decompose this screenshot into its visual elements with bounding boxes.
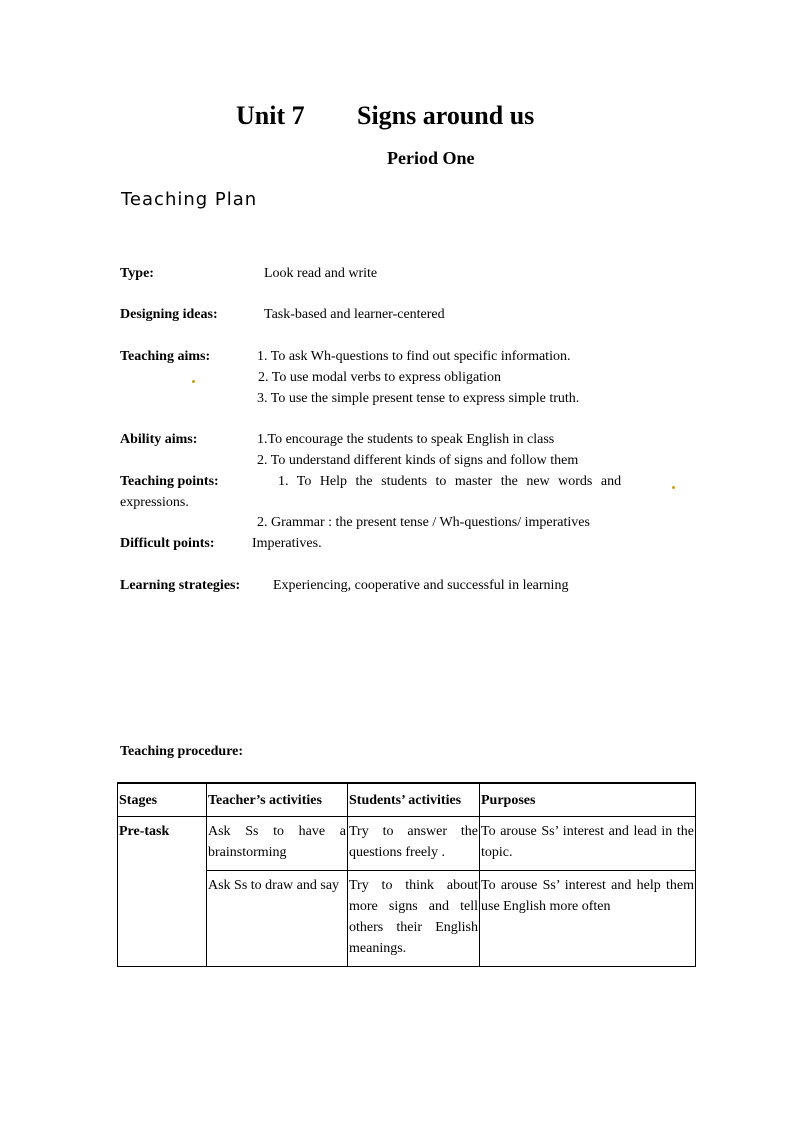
table-header-row xyxy=(118,783,696,817)
stage-cell: Pre-task xyxy=(118,817,207,967)
teaching-procedure-heading: Teaching procedure: xyxy=(120,744,244,759)
teacher-activity-cell: Ask Ss to have a brainstorming xyxy=(207,817,348,871)
student-activity-cell: Try to answer the questions freely . xyxy=(348,817,480,871)
column-header-stages: Stages xyxy=(118,783,207,817)
column-header-teacher: Teacher’s activities xyxy=(207,783,348,817)
teaching-point-1-continued: expressions. xyxy=(120,495,189,510)
column-header-purposes: Purposes xyxy=(480,783,696,817)
teaching-aim-2: 2. To use modal verbs to express obligation xyxy=(258,370,501,385)
purpose-cell: To arouse Ss’ interest and help them use English more often xyxy=(480,871,696,967)
period-title: Period One xyxy=(387,148,475,168)
teaching-aim-3: 3. To use the simple present tense to express simple truth. xyxy=(257,391,580,406)
teaching-aims-label: Teaching aims: xyxy=(120,349,211,364)
learning-strategies-label: Learning strategies: xyxy=(120,578,241,593)
ability-aim-1: 1.To encourage the students to speak English in class xyxy=(257,432,555,447)
student-activity-cell: Try to think about more signs and tell others their English meanings. xyxy=(348,871,480,967)
unit-number: Unit 7 xyxy=(236,101,305,130)
mark-dot xyxy=(192,380,195,383)
column-header-students: Students’ activities xyxy=(348,783,480,817)
type-value: Look read and write xyxy=(264,266,378,281)
mark-dot xyxy=(672,486,675,489)
ability-aims-label: Ability aims: xyxy=(120,432,198,447)
page-title: Signs around us xyxy=(357,101,535,130)
teacher-activity-cell: Ask Ss to draw and say xyxy=(207,871,348,967)
designing-ideas-label: Designing ideas: xyxy=(120,307,218,322)
teaching-points-label: Teaching points: xyxy=(120,474,219,489)
difficult-points-label: Difficult points: xyxy=(120,536,215,551)
teaching-plan-heading: Teaching Plan xyxy=(121,189,258,210)
ability-aim-2: 2. To understand different kinds of signs and follow them xyxy=(257,453,579,468)
table-row xyxy=(118,817,696,871)
purpose-cell: To arouse Ss’ interest and lead in the topic. xyxy=(480,817,696,871)
difficult-points-value: Imperatives. xyxy=(252,536,322,551)
teaching-aim-1: 1. To ask Wh-questions to find out specific information. xyxy=(257,349,571,364)
procedure-table xyxy=(117,782,696,967)
type-label: Type: xyxy=(120,266,154,281)
designing-ideas-value: Task-based and learner-centered xyxy=(264,307,445,322)
teaching-point-1: 1. To Help the students to master the new words and xyxy=(278,474,622,489)
learning-strategies-value: Experiencing, cooperative and successful in learning xyxy=(273,578,569,593)
teaching-point-2: 2. Grammar : the present tense / Wh-questions/ imperatives xyxy=(257,515,590,530)
